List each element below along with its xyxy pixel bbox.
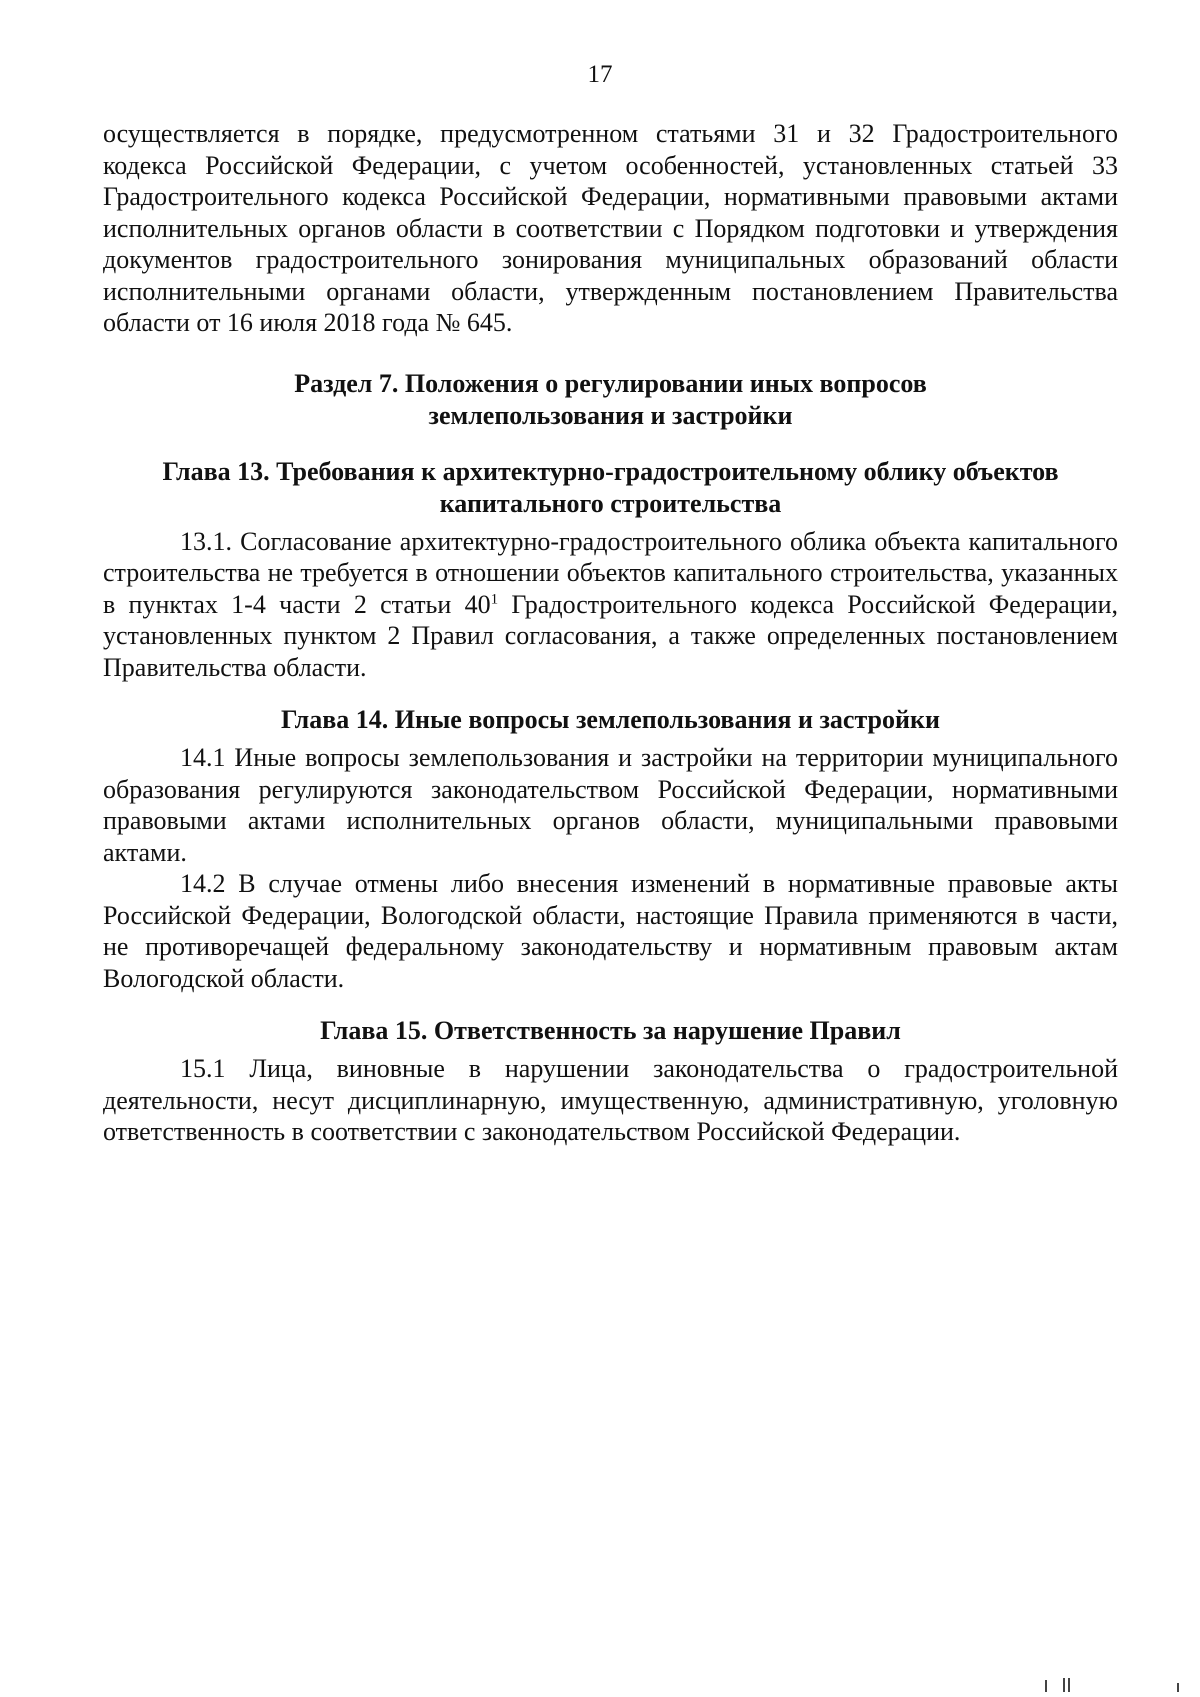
page-number: 17: [587, 61, 613, 88]
chapter-15-heading: Глава 15. Ответственность за нарушение Правил: [320, 1016, 901, 1045]
scan-artifact-mark: [1063, 1678, 1065, 1692]
scan-artifact-mark: [1177, 1683, 1179, 1692]
scan-artifact-mark: [1045, 1680, 1047, 1692]
scan-artifact-mark: [1068, 1678, 1070, 1692]
document-body: [103, 118, 1118, 1148]
paragraph-13-1: [103, 526, 1118, 684]
paragraph-13-1-text-end: Градостроительного кодекса Российской Федерации, установленных пунктом 2 Правил согласования, а также определенных постановлением Правительства области.: [103, 589, 1118, 682]
paragraph-13-1-text-start: 13.1. Согласование архитектурно-градостроительного облика объекта капитального строительства не требуется в отношении объектов капитального строительства, указанных в пунктах 1-4 части 2 статьи 40: [103, 526, 1118, 619]
chapter-14-heading: Глава 14. Иные вопросы землепользования и застройки: [281, 705, 940, 734]
section-7-heading: [103, 368, 1118, 432]
paragraph-15-1: 15.1 Лица, виновные в нарушении законодательства о градостроительной деятельности, несут дисциплинарную, имущественную, административную, уголовную ответственность в соответствии с законодательством Российской Федерации.: [103, 1054, 1118, 1146]
chapter-13-heading: [103, 456, 1118, 520]
paragraph-14-1: 14.1 Иные вопросы землепользования и застройки на территории муниципального образования регулируются законодательством Российской Федерации, нормативными правовыми актами исполнительных органов области, муниципальными правовыми актами.: [103, 743, 1118, 867]
article-superscript: 1: [490, 590, 499, 607]
chapter-13-heading-line-1: Глава 13. Требования к архитектурно-градостроительному облику объектов: [162, 456, 1059, 486]
section-7-heading-line-1: Раздел 7. Положения о регулировании иных вопросов: [294, 368, 927, 398]
intro-paragraph: осуществляется в порядке, предусмотренном статьями 31 и 32 Градостроительного кодекса Российской Федерации, с учетом особенностей, установленных статьей 33 Градостроительного кодекса Российской Федерации, нормативными правовыми актами исполнительных органов области в соответствии с Порядком подготовки и утверждения документов градостроительного зонирования муниципальных образований области исполнительными органами области, утвержденным постановлением Правительства области от 16 июля 2018 года № 645.: [103, 119, 1118, 337]
chapter-13-heading-line-2: капитального строительства: [439, 488, 782, 518]
paragraph-14-2: 14.2 В случае отмены либо внесения изменений в нормативные правовые акты Российской Федерации, Вологодской области, настоящие Правила применяются в части, не противоречащей федеральному законодательству и нормативным правовым актам Вологодской области.: [103, 869, 1118, 993]
section-7-heading-line-2: землепользования и застройки: [428, 400, 793, 430]
